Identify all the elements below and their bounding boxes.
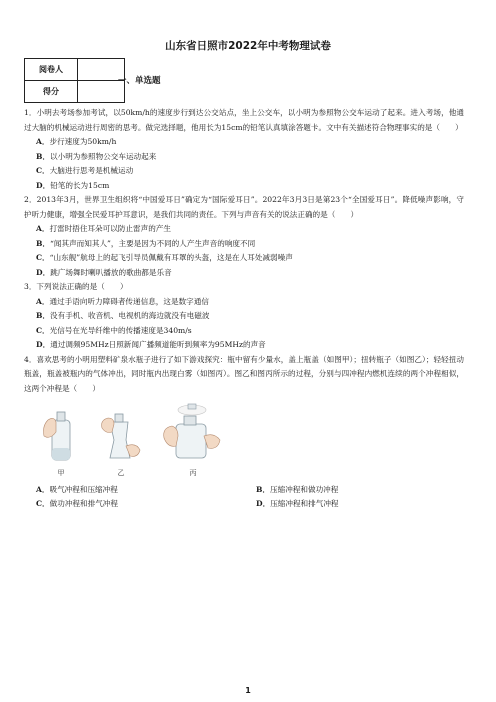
bottle-illustration-jia: [38, 406, 84, 464]
question-2-stem: 2．2013年3月，世界卫生组织将“中国爱耳日”确定为“国际爱耳日”。2022年3月3日是第23个“全国爱耳日”。降低噪声影响，守护听力健康，增强全民爱耳护耳意识，是我们共同的责任。下列与声音有关的说法正确的是（ ）: [24, 195, 464, 219]
option-key: C．: [36, 166, 50, 175]
question-2-option-b: [24, 237, 464, 252]
option-text: 做功冲程和排气冲程: [49, 499, 118, 508]
question-2-option-a: [24, 222, 464, 237]
option-key: A．: [36, 296, 50, 306]
question-1-option-a: [24, 135, 464, 150]
option-key: C．: [36, 499, 50, 508]
question-4-option-d: [244, 497, 464, 512]
question-list: [24, 106, 464, 512]
option-text: “山东舰”航母上的起飞引导员佩戴有耳罩的头盔，这是在人耳处减弱噪声: [49, 253, 293, 262]
question-1-option-c: [24, 164, 464, 179]
option-text: “闻其声而知其人”，主要是因为不同的人产生声音的响度不同: [50, 238, 256, 248]
option-key: B．: [256, 484, 271, 494]
option-text: 光信号在光导纤维中的传播速度是340m/s: [49, 325, 192, 335]
option-text: 吸气冲程和压缩冲程: [49, 484, 118, 494]
option-key: B．: [36, 151, 51, 161]
figure-yi: [96, 406, 146, 481]
question-4-options-row-1: [24, 483, 464, 498]
reviewer-label: 阅卷人: [25, 59, 78, 81]
option-key: C．: [36, 253, 50, 262]
option-key: D．: [36, 340, 51, 349]
question-2-option-d: [24, 266, 464, 281]
question-4-option-c: [24, 497, 244, 512]
page-number: 1: [245, 686, 251, 695]
question-1-option-b: [24, 150, 464, 165]
option-text: 步行速度为50km/h: [49, 137, 117, 146]
option-text: 大脑进行思考是机械运动: [49, 166, 134, 175]
option-key: B．: [36, 238, 51, 248]
question-2-option-c: [24, 251, 464, 266]
figure-caption-bing: 丙: [189, 469, 197, 477]
option-text: 打雷时捂住耳朵可以防止雷声的产生: [49, 224, 171, 233]
figure-jia: [38, 406, 84, 481]
option-text: 压缩冲程和排气冲程: [270, 499, 339, 508]
option-text: 以小明为参照物公交车运动起来: [50, 151, 157, 161]
option-key: A．: [36, 137, 50, 146]
option-text: 铅笔的长为15cm: [50, 180, 110, 190]
option-text: 压缩冲程和做功冲程: [270, 484, 339, 494]
question-3-option-c: [24, 324, 464, 339]
question-1-option-d: [24, 179, 464, 194]
bottle-illustration-yi: [96, 406, 146, 464]
option-key: D．: [36, 267, 51, 277]
section-title: 一、单选题: [118, 76, 161, 86]
option-key: B．: [36, 311, 51, 320]
page-title: 山东省日照市2022年中考物理试卷: [165, 40, 331, 52]
option-key: D．: [36, 180, 51, 190]
score-label: 得分: [25, 81, 78, 103]
option-key: A．: [36, 484, 50, 494]
option-key: D．: [256, 499, 271, 508]
option-key: C．: [36, 325, 50, 335]
option-text: 跳广场舞时喇叭播放的歌曲都是乐音: [50, 267, 172, 277]
question-4-option-b: [244, 483, 464, 498]
question-3-option-b: [24, 309, 464, 324]
question-1-stem: 1．小明去考场参加考试，以50km/h的速度步行到达公交站点，坐上公交车，以小明为参照物公交车运动了起来。进入考场，他通过大脑的机械运动进行周密的思考。做完选择题，他用长为15cm的铅笔认真填涂答题卡。文中有关描述符合物理事实的是（ ）: [24, 108, 464, 132]
question-3-stem: 3．下列说法正确的是（ ）: [24, 282, 128, 291]
question-3-option-a: [24, 295, 464, 310]
score-table: [24, 58, 125, 103]
question-4-stem: 4．喜欢思考的小明用塑料矿泉水瓶子进行了如下游戏探究：瓶中留有少量水，盖上瓶盖（如图甲）；扭转瓶子（如图乙）；轻轻扭动瓶盖，瓶盖被瓶内的气体冲出，同时瓶内出现白雾（如图丙）。图乙和图丙所示的过程，分别与四冲程内燃机连续的两个冲程相似，这两个冲程是（ ）: [24, 354, 464, 393]
figure-bing: [158, 402, 228, 481]
figure-caption-yi: 乙: [117, 469, 125, 477]
option-text: 通过手语向听力障碍者传递信息，这是数字通信: [49, 296, 209, 306]
question-4-options-row-2: [24, 497, 464, 512]
bottle-illustration-bing: [158, 402, 228, 464]
bottle-figure: [24, 402, 464, 481]
option-text: 没有手机、收音机、电视机的海边就没有电磁波: [50, 311, 210, 320]
option-key: A．: [36, 224, 50, 233]
question-3-option-d: [24, 338, 464, 353]
option-text: 通过调频95MHz日照新闻广播频道能听到频率为95MHz的声音: [50, 340, 266, 349]
figure-caption-jia: 甲: [57, 469, 65, 477]
question-4-option-a: [24, 483, 244, 498]
